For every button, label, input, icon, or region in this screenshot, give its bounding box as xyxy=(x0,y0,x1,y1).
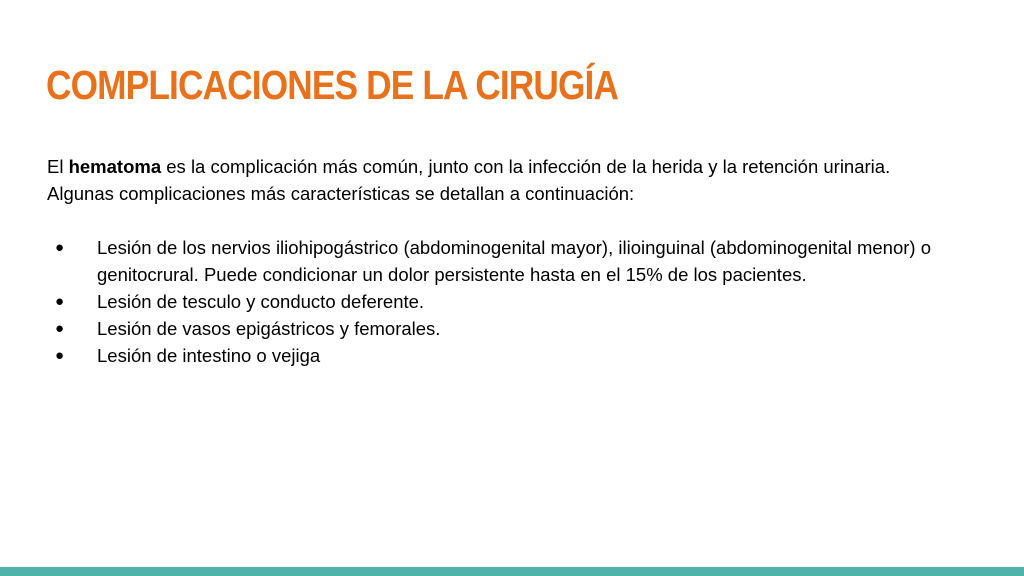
bullet-text: Lesión de intestino o vejiga xyxy=(97,345,321,366)
intro-rest: es la complicación más común, junto con la infección de la herida y la retención urinaria. xyxy=(161,156,891,177)
bullet-item xyxy=(47,288,977,315)
slide-body xyxy=(47,153,977,369)
bullet-text: Lesión de los nervios iliohipogástrico (abdominogenital mayor), ilioinguinal (abdominogenital menor) o genitocrural. Puede condicionar un dolor persistente hasta en el 15% de los pacientes. xyxy=(97,237,931,285)
footer-accent-bar xyxy=(0,567,1024,576)
bullet-text: Lesión de vasos epigástricos y femorales. xyxy=(97,318,441,339)
bullet-dot-icon: ● xyxy=(55,239,65,256)
intro-paragraph xyxy=(47,153,977,180)
intro-line-2: Algunas complicaciones más características se detallan a continuación: xyxy=(47,183,635,204)
bullet-text: Lesión de tesculo y conducto deferente. xyxy=(97,291,425,312)
bullet-dot-icon: ● xyxy=(55,293,65,310)
bullet-dot-icon: ● xyxy=(55,320,65,337)
slide-title: COMPLICACIONES DE LA CIRUGÍA xyxy=(46,62,619,108)
bullet-item xyxy=(47,315,977,342)
intro-prefix: El xyxy=(47,156,69,177)
bullet-list xyxy=(47,234,977,369)
bullet-item xyxy=(47,234,977,288)
intro-bold-term: hematoma xyxy=(68,156,162,177)
paragraph-spacer xyxy=(47,207,977,234)
bullet-dot-icon: ● xyxy=(55,347,65,364)
bullet-item xyxy=(47,342,977,369)
